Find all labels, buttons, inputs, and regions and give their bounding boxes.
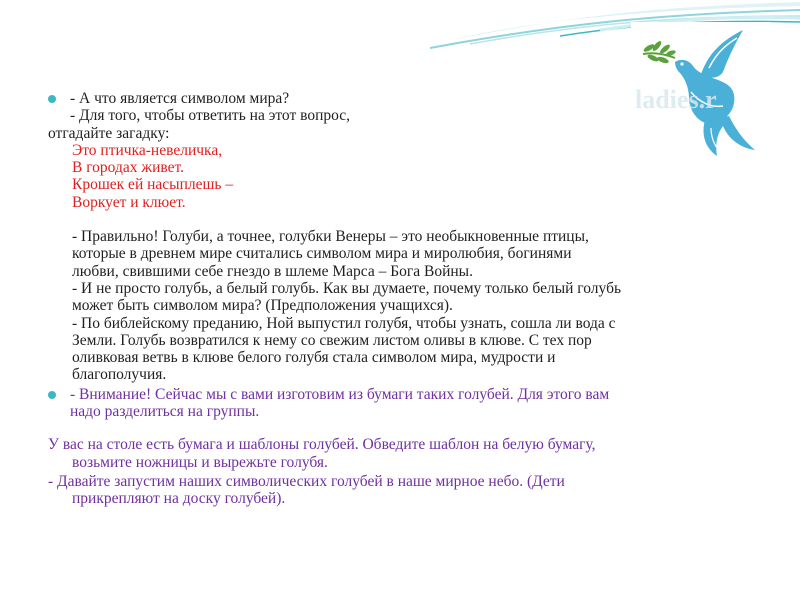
answer-line: - И не просто голубь, а белый голубь. Как вы думаете, почему только белый голубь	[72, 279, 622, 297]
instruction-text	[48, 436, 738, 471]
answer-line: - По библейскому преданию, Ной выпустил голубя, чтобы узнать, сошла ли вода с	[72, 314, 616, 332]
riddle	[48, 142, 738, 211]
slide-content	[48, 90, 738, 508]
riddle-line: В городах живет.	[72, 159, 184, 177]
question-line: - А что является символом мира?	[48, 90, 738, 107]
watermark-text: ladies.r	[635, 85, 717, 114]
launch-line: прикрепляют на доску голубей).	[72, 490, 286, 508]
launch-text	[48, 473, 738, 508]
answer-line: любви, свившими себе гнездо в шлеме Марса – Бога Войны.	[72, 262, 473, 280]
answer-line: может быть символом мира? (Предположения учащихся).	[72, 297, 453, 315]
attention-line: надо разделиться на группы.	[70, 403, 260, 421]
question-line: - Для того, чтобы ответить на этот вопрос,	[70, 107, 351, 125]
answer-line: Земли. Голубь возвратился к нему со свежим листом оливы в клюве. С тех пор	[72, 331, 592, 349]
instruction-line: У вас на столе есть бумага и шаблоны голубей. Обведите шаблон на белую бумагу,	[48, 436, 596, 454]
answer-line: которые в древнем мире считались символом мира и миролюбия, богинями	[72, 245, 572, 263]
attention-line: - Внимание! Сейчас мы с вами изготовим из бумаги таких голубей. Для этого вам	[48, 386, 738, 403]
question-line: отгадайте загадку:	[48, 124, 170, 142]
answer-text	[48, 228, 738, 384]
instruction-line: возьмите ножницы и вырежьте голубя.	[72, 453, 328, 471]
answer-line: благополучия.	[72, 366, 167, 384]
riddle-line: Это птичка-невеличка,	[72, 141, 223, 159]
answer-line: оливковая ветвь в клюве белого голубя стала символом мира, мудрости и	[72, 349, 556, 367]
riddle-line: Воркует и клюет.	[72, 193, 186, 211]
answer-line: - Правильно! Голуби, а точнее, голубки Венеры – это необыкновенные птицы,	[72, 228, 589, 246]
launch-line: - Давайте запустим наших символических голубей в наше мирное небо. (Дети	[48, 472, 565, 490]
bullet-icon	[48, 391, 56, 399]
bullet-icon	[48, 95, 56, 103]
attention-text	[48, 386, 738, 421]
riddle-line: Крошек ей насыплешь –	[72, 176, 234, 194]
